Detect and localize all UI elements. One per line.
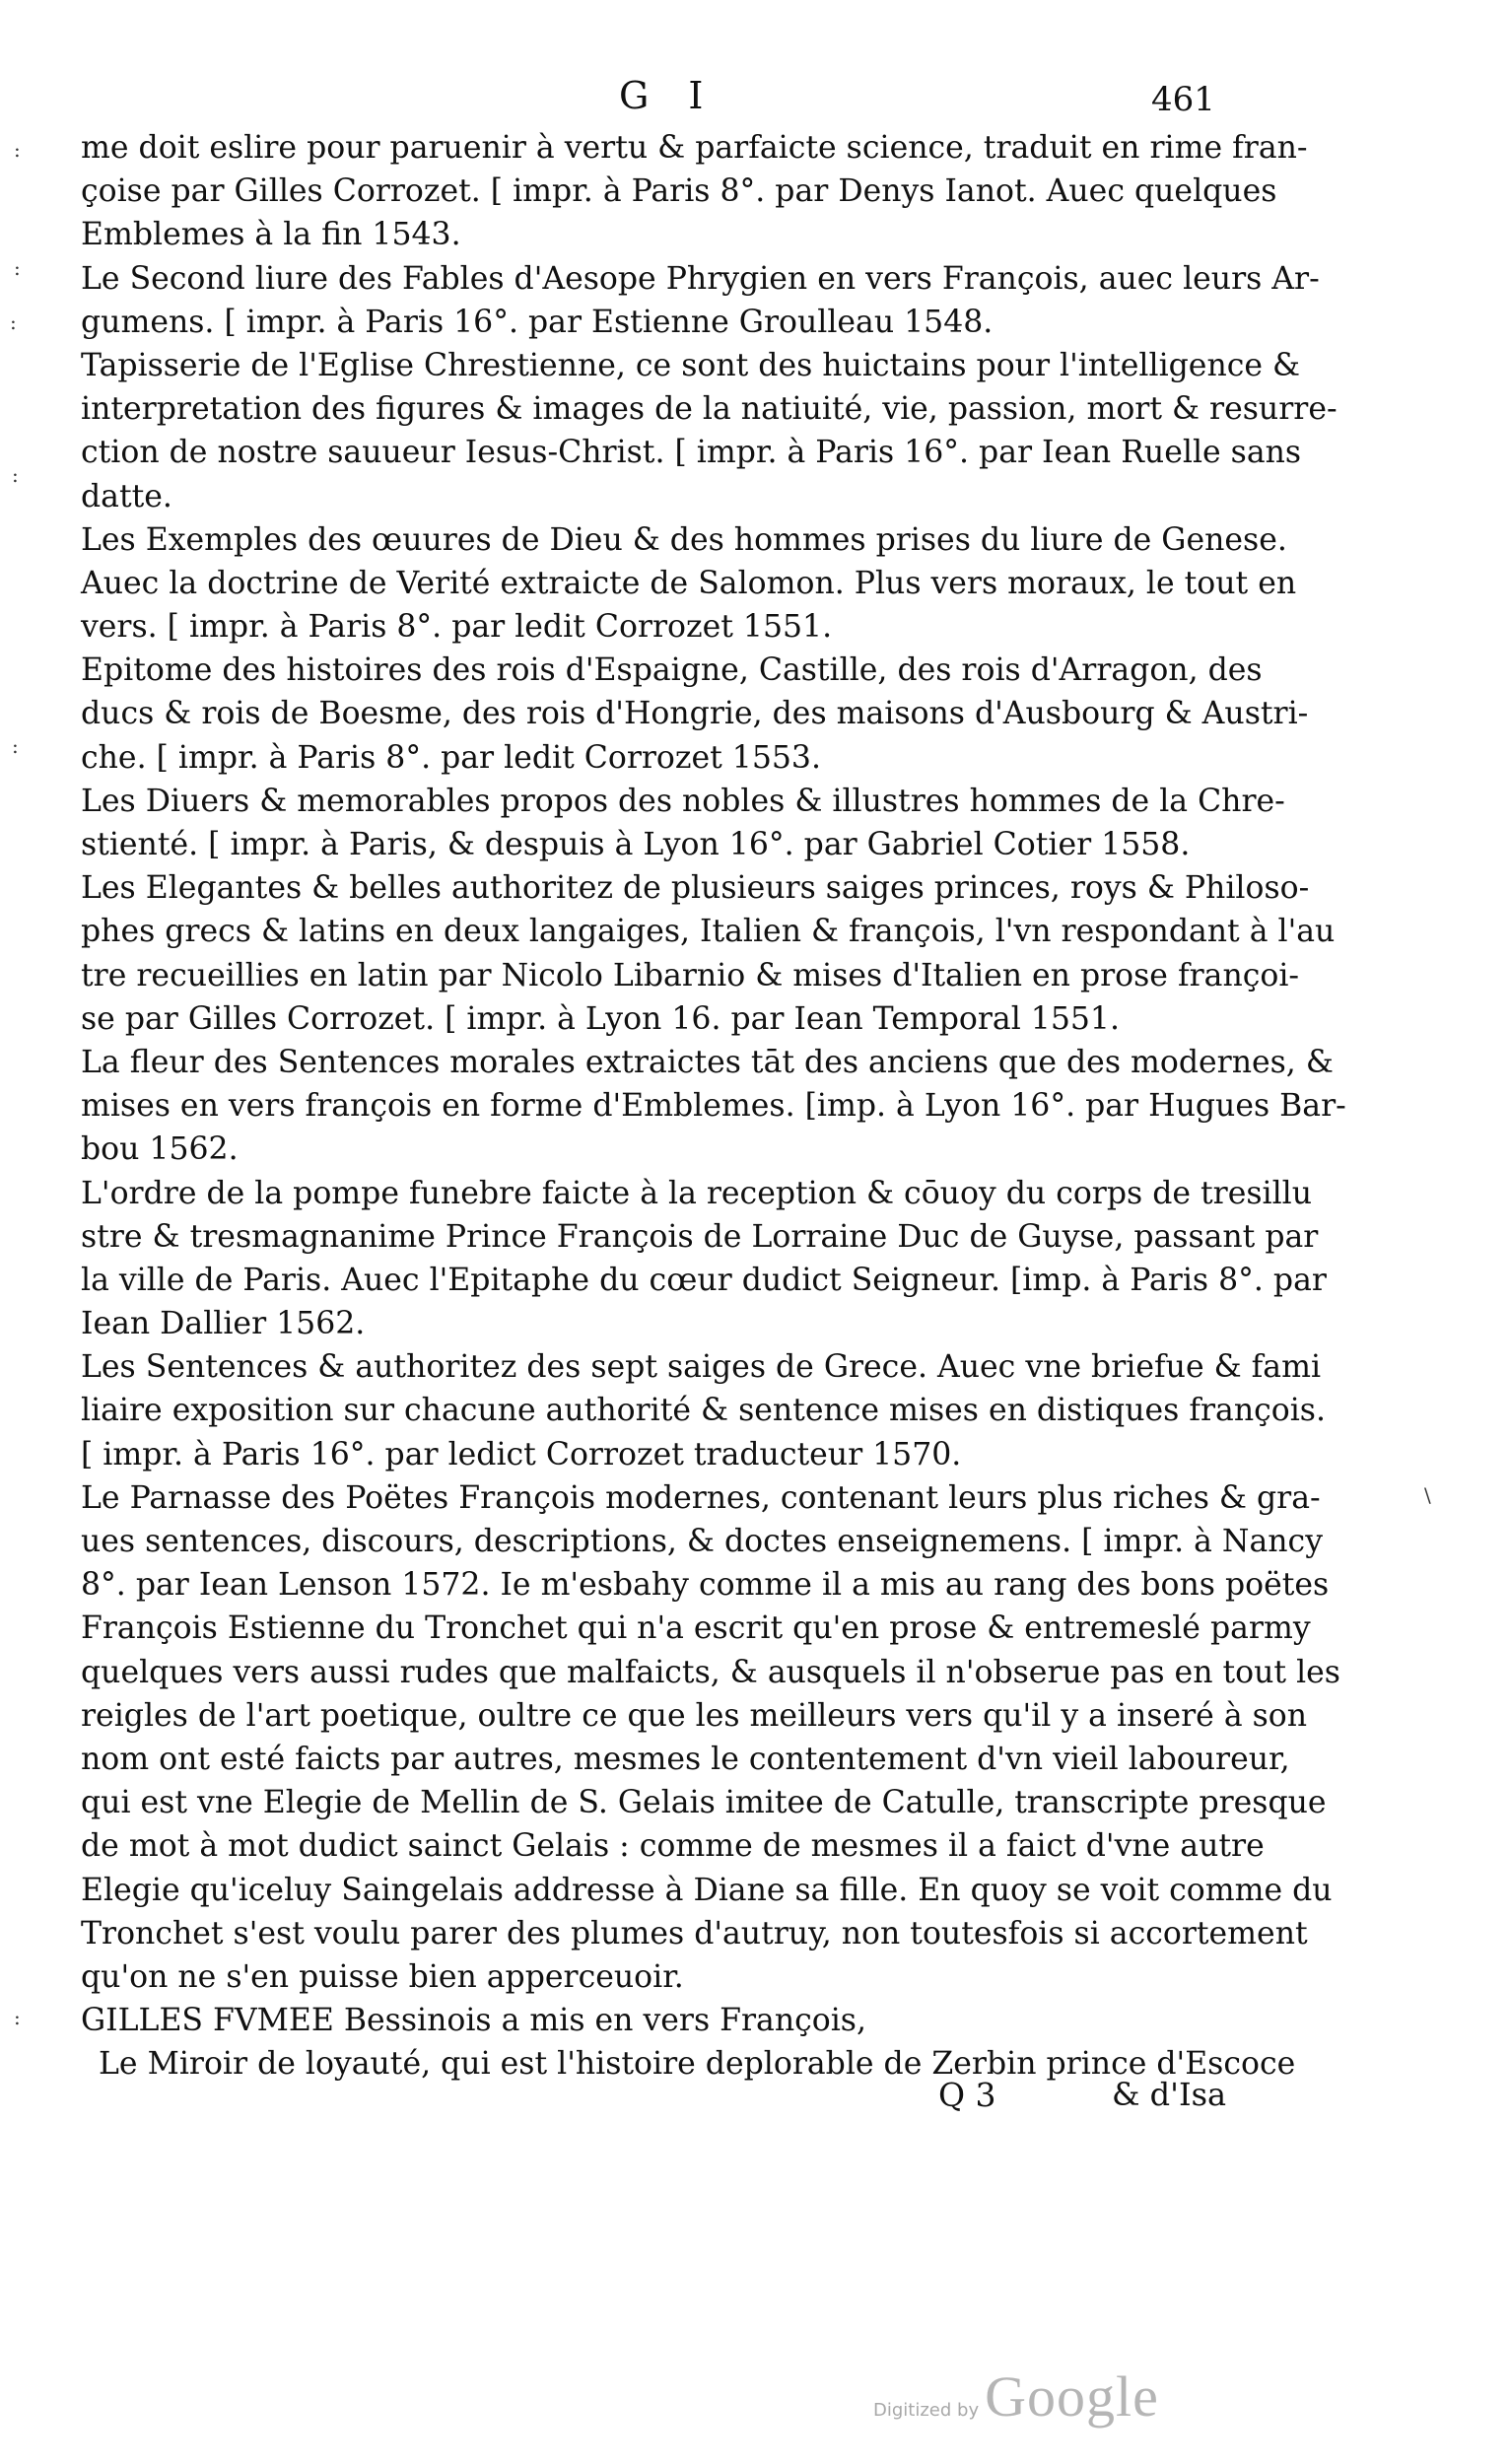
margin-speck: : (10, 310, 17, 334)
margin-speck: : (12, 463, 19, 487)
running-head: G I (619, 74, 718, 117)
watermark-prefix: Digitized by (873, 2400, 980, 2421)
text-line: qui est vne Elegie de Mellin de S. Gelais imitee de Catulle, transcripte presque (81, 1785, 1327, 1821)
text-line: Tapisserie de l'Eglise Chrestienne, ce sont des huictains pour l'intelligence & (81, 347, 1301, 383)
text-line: nom ont esté faicts par autres, mesmes le contentement d'vn vieil laboureur, (81, 1741, 1290, 1777)
catchword: & d'Isa (1112, 2076, 1227, 2113)
margin-speck: \ (1424, 1483, 1431, 1507)
text-line: ction de nostre sauueur Iesus-Christ. [ impr. à Paris 16°. par Iean Ruelle sans (81, 435, 1302, 471)
text-line: bou 1562. (81, 1131, 239, 1168)
text-line: reigles de l'art poetique, oultre ce que les meilleurs vers qu'il y a inseré à son (81, 1697, 1308, 1734)
text-line: La fleur des Sentences morales extraictes tāt des anciens que des modernes, & (81, 1044, 1334, 1080)
text-line: Iean Dallier 1562. (81, 1306, 366, 1342)
text-line: L'ordre de la pompe funebre faicte à la reception & cōuoy du corps de tresillu (81, 1175, 1313, 1211)
text-line: gumens. [ impr. à Paris 16°. par Estienne Groulleau 1548. (81, 304, 994, 340)
margin-speck: : (14, 138, 21, 162)
text-line: Auec la doctrine de Verité extraicte de Salomon. Plus vers moraux, le tout en (81, 565, 1297, 601)
text-line: Les Sentences & authoritez des sept saiges de Grece. Auec vne briefue & fami (81, 1349, 1322, 1386)
text-line: liaire exposition sur chacune authorité & sentence mises en distiques françois. (81, 1393, 1326, 1429)
text-line: [ impr. à Paris 16°. par ledict Corrozet traducteur 1570. (81, 1436, 962, 1472)
text-line: Epitome des histoires des rois d'Espaigne, Castille, des rois d'Arragon, des (81, 652, 1263, 689)
text-line: la ville de Paris. Auec l'Epitaphe du cœur dudict Seigneur. [imp. à Paris 8°. par (81, 1262, 1327, 1298)
text-line: qu'on ne s'en puisse bien apperceuoir. (81, 1958, 684, 1995)
text-line: interpretation des figures & images de la natiuité, vie, passion, mort & resurre- (81, 391, 1338, 428)
text-line: vers. [ impr. à Paris 8°. par ledit Corrozet 1551. (81, 609, 833, 646)
text-line: tre recueillies en latin par Nicolo Libarnio & mises d'Italien en prose françoi- (81, 957, 1300, 993)
text-line: Elegie qu'iceluy Saingelais addresse à Diane sa fille. En quoy se voit comme du (81, 1872, 1333, 1908)
text-line: mises en vers françois en forme d'Emblemes. [imp. à Lyon 16°. par Hugues Bar- (81, 1088, 1346, 1125)
page-footer (0, 2076, 1509, 2125)
text-line: ducs & rois de Boesme, des rois d'Hongrie, des maisons d'Ausbourg & Austri- (81, 696, 1309, 732)
text-line: Les Diuers & memorables propos des nobles & illustres hommes de la Chre- (81, 783, 1285, 819)
text-line: Les Elegantes & belles authoritez de plusieurs saiges princes, roys & Philoso- (81, 870, 1310, 907)
author-heading: Le Miroir de loyauté, qui est l'histoire deplorable de Zerbin prince d'Escoce (99, 2046, 1296, 2083)
text-line: Le Second liure des Fables d'Aesope Phrygien en vers François, auec leurs Ar- (81, 260, 1320, 297)
text-line: quelques vers aussi rudes que malfaicts, & ausquels il n'obserue pas en tout les (81, 1654, 1340, 1690)
text-line: GILLES FVMEE Bessinois a mis en vers François, (81, 2003, 866, 2039)
google-watermark (873, 2363, 1159, 2432)
text-line: se par Gilles Corrozet. [ impr. à Lyon 16. par Iean Temporal 1551. (81, 1000, 1120, 1037)
body-text (81, 126, 1346, 2130)
text-line: Emblemes à la fin 1543. (81, 217, 461, 253)
margin-speck: : (12, 734, 19, 758)
text-line: phes grecs & latins en deux langaiges, Italien & françois, l'vn respondant à l'au (81, 914, 1336, 950)
signature-mark: Q 3 (938, 2076, 996, 2114)
text-line: Le Parnasse des Poëtes François modernes, contenant leurs plus riches & gra- (81, 1479, 1321, 1516)
text-line: Tronchet s'est voulu parer des plumes d'autruy, non toutesfois si accortement (81, 1915, 1308, 1951)
margin-speck: : (14, 2006, 21, 2029)
text-line: stre & tresmagnanime Prince François de Lorraine Duc de Guyse, passant par (81, 1218, 1319, 1255)
text-line: François Estienne du Tronchet qui n'a escrit qu'en prose & entremeslé parmy (81, 1610, 1311, 1647)
margin-speck: : (14, 256, 21, 280)
text-line: 8°. par Iean Lenson 1572. Ie m'esbahy comme il a mis au rang des bons poëtes (81, 1567, 1330, 1604)
text-line: Les Exemples des œuures de Dieu & des hommes prises du liure de Genese. (81, 521, 1287, 558)
text-line: de mot à mot dudict sainct Gelais : comme de mesmes il a faict d'vne autre (81, 1828, 1265, 1865)
text-line: stienté. [ impr. à Paris, & despuis à Lyon 16°. par Gabriel Cotier 1558. (81, 827, 1191, 862)
text-line: datte. (81, 478, 172, 514)
text-line: che. [ impr. à Paris 8°. par ledit Corrozet 1553. (81, 739, 821, 776)
text-line: me doit eslire pour paruenir à vertu & parfaicte science, traduit en rime fran- (81, 130, 1308, 166)
watermark-brand: Google (985, 2364, 1159, 2429)
text-line: ues sentences, discours, descriptions, & doctes enseignemens. [ impr. à Nancy (81, 1524, 1323, 1559)
page-header (0, 74, 1509, 133)
text-line: çoise par Gilles Corrozet. [ impr. à Paris 8°. par Denys Ianot. Auec quelques (81, 173, 1277, 210)
page-number: 461 (1151, 80, 1215, 119)
